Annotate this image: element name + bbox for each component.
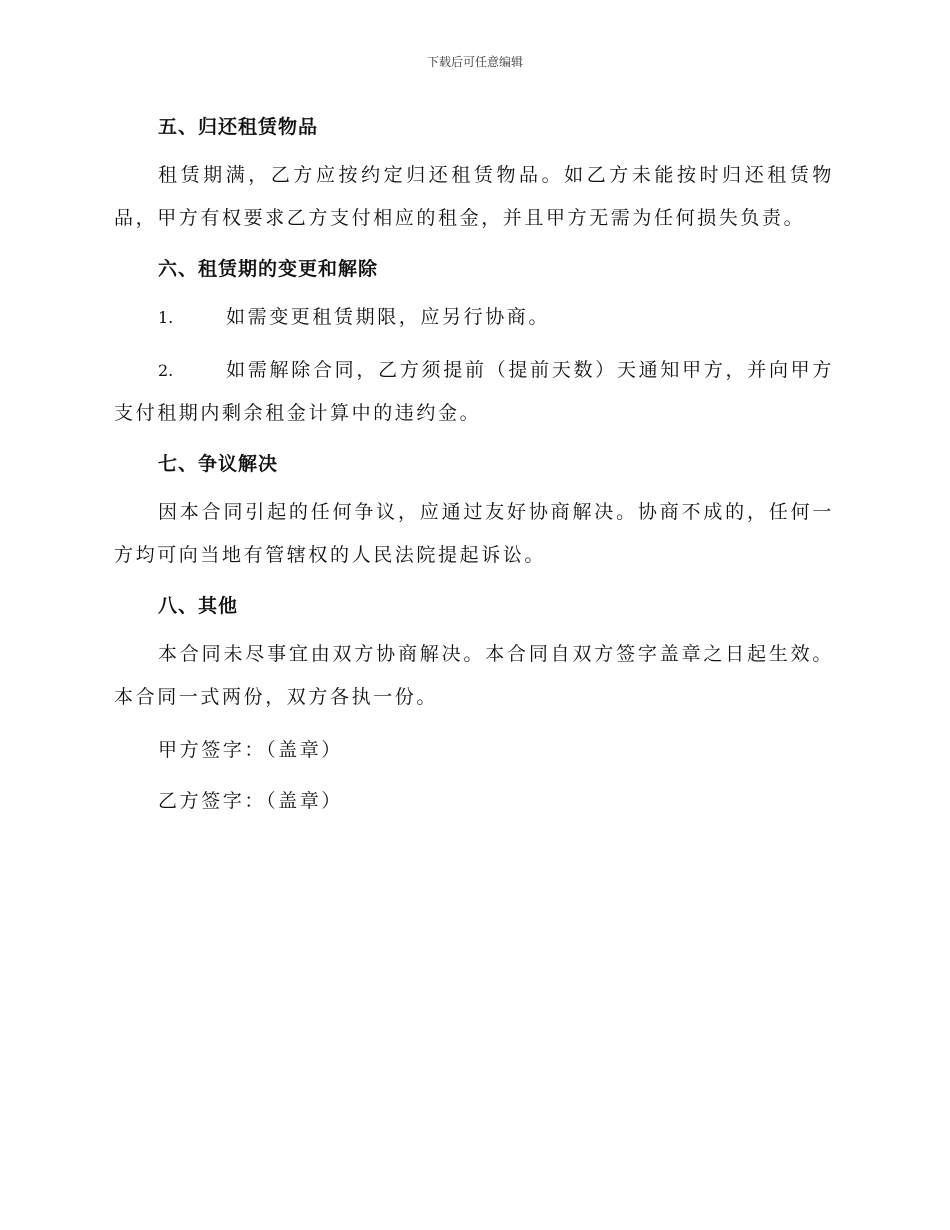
paragraph-return-items: 租赁期满，乙方应按约定归还租赁物品。如乙方未能按时归还租赁物品，甲方有权要求乙方支付相应的租金，并且甲方无需为任何损失负责。	[114, 164, 834, 229]
paragraph-other: 本合同未尽事宜由双方协商解决。本合同自双方签字盖章之日起生效。本合同一式两份，双方各执一份。	[114, 643, 834, 708]
signature-party-a: 甲方签字：（盖章）	[158, 739, 343, 761]
list-item-number: 1.	[158, 308, 174, 327]
section-heading-return-items: 五、归还租赁物品	[158, 116, 319, 138]
list-item-text: 如需解除合同，乙方须提前（提前天数）天通知甲方，并向甲方支付租期内剩余租金计算中的违约金。	[114, 359, 834, 424]
list-item-text: 如需变更租赁期限，应另行协商。	[226, 306, 551, 328]
list-item-number: 2.	[158, 361, 174, 380]
header-note: 下载后可任意编辑	[426, 55, 523, 69]
list-item	[114, 349, 834, 435]
signature-party-b: 乙方签字：（盖章）	[158, 790, 343, 812]
paragraph-dispute: 因本合同引起的任何争议，应通过友好协商解决。协商不成的，任何一方均可向当地有管辖权的人民法院提起诉讼。	[114, 501, 834, 566]
section-heading-term-change: 六、租赁期的变更和解除	[158, 258, 379, 280]
section-heading-dispute: 七、争议解决	[158, 453, 279, 475]
list-item	[114, 296, 834, 339]
section-heading-other: 八、其他	[158, 595, 239, 617]
document-body	[114, 108, 834, 831]
